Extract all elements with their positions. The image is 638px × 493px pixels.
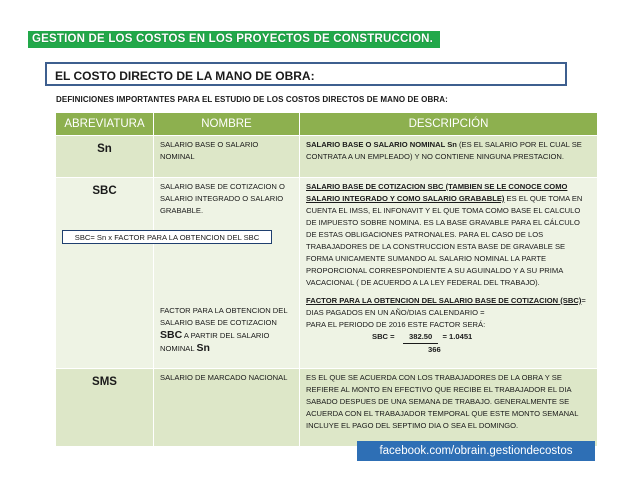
row-description: ES EL QUE SE ACUERDA CON LOS TRABAJADORES DE LA OBRA Y SE REFIERE AL MONTO EN EFECTIVO QUE RECIBE EL TRABAJADOR EL DIA SABADO DESPUES DE UNA SEMANA DE TRABAJO. GENERALMENTE SE ACUERDA CON EL TRABAJADOR TEMPORAL QUE ESTE MONTO SEMANAL INCLUYE EL PAGO DEL SEPTIMO DIA O SEA EL DOMINGO. (300, 369, 598, 447)
table-row (56, 178, 598, 369)
header-nombre: NOMBRE (154, 113, 300, 136)
row-name: SALARIO DE MARCADO NACIONAL (154, 369, 300, 447)
factor-denominator: 366 (428, 345, 441, 354)
desc-text: (ES EL SALARIO POR EL CUAL SE CONTRATA A UN EMPLEADO) Y NO CONTIENE NINGUNA PRESTACION. (306, 140, 582, 161)
row-description (300, 178, 598, 369)
table-header-row (56, 113, 598, 136)
factor-name-text: FACTOR PARA LA OBTENCION DEL SALARIO BASE DE COTIZACION SBC A PARTIR DEL SALARIO NOMINAL Sn (160, 306, 288, 354)
facebook-link[interactable]: facebook.com/obrain.gestiondecostos (357, 441, 595, 461)
name-text: SALARIO BASE DE COTIZACION O SALARIO INTEGRADO O SALARIO GRABABLE. (160, 182, 285, 215)
subheading: DEFINICIONES IMPORTANTES PARA EL ESTUDIO DE LOS COSTOS DIRECTOS DE MANO DE OBRA: (56, 95, 448, 104)
desc-text: ES EL QUE TOMA EN CUENTA EL IMSS, EL INFONAVIT Y EL QUE TOMA COMO BASE EL CALCULO DE IMPUESTO SOBRE NOMINA. ES LA BASE GRAVABLE PARA EL CÁLCULO DE ESTAS OBLIGACIONES PATRONALES. PARA EL CASO DE LOS TRABAJADORES DE LA CONSTRUCCION ESTA BASE DE GRAVABLE SE FORMA UNICAMENTE SUMANDO AL SALARIO NOMINAL LA PARTE PROPORCIONAL CORRESPONDIENTE A SU AGUINALDO Y A SU PRIMA VACACIONAL ( DE ACUERDO A LA LEY FEDERAL DEL TRABAJO). (306, 194, 583, 287)
factor-definition: = DIAS PAGADOS EN UN AÑO/DIAS CALENDARIO = (306, 296, 586, 317)
factor-title: FACTOR PARA LA OBTENCION DEL SALARIO BASE DE COTIZACION (SBC) (306, 296, 582, 305)
table-row (56, 369, 598, 447)
row-name: SALARIO BASE O SALARIO NOMINAL (154, 136, 300, 178)
header-descripcion: DESCRIPCIÓN (300, 113, 598, 136)
desc-bold: SALARIO BASE DE COTIZACION SBC (TAMBIEN SE LE CONOCE COMO SALARIO INTEGRADO Y COMO SALARIO GRABABLE) (306, 182, 568, 203)
factor-period: PARA EL PERIODO DE 2016 ESTE FACTOR SERÁ: (306, 320, 486, 329)
definitions-table (55, 112, 598, 447)
row-abbr: Sn (56, 136, 154, 178)
row-abbr: SBC (56, 178, 154, 369)
desc-bold: SALARIO BASE O SALARIO NOMINAL Sn (306, 140, 457, 149)
header-abreviatura: ABREVIATURA (56, 113, 154, 136)
page-banner: GESTION DE LOS COSTOS EN LOS PROYECTOS DE CONSTRUCCION. (28, 31, 440, 48)
row-description (300, 136, 598, 178)
row-abbr: SMS (56, 369, 154, 447)
formula-box: SBC= Sn x FACTOR PARA LA OBTENCION DEL SBC (62, 230, 272, 244)
row-name (154, 178, 300, 369)
factor-formula: SBC = 382.50 = 1.0451 (306, 331, 591, 344)
table-row (56, 136, 598, 178)
section-title: EL COSTO DIRECTO DE LA MANO DE OBRA: (45, 62, 567, 86)
